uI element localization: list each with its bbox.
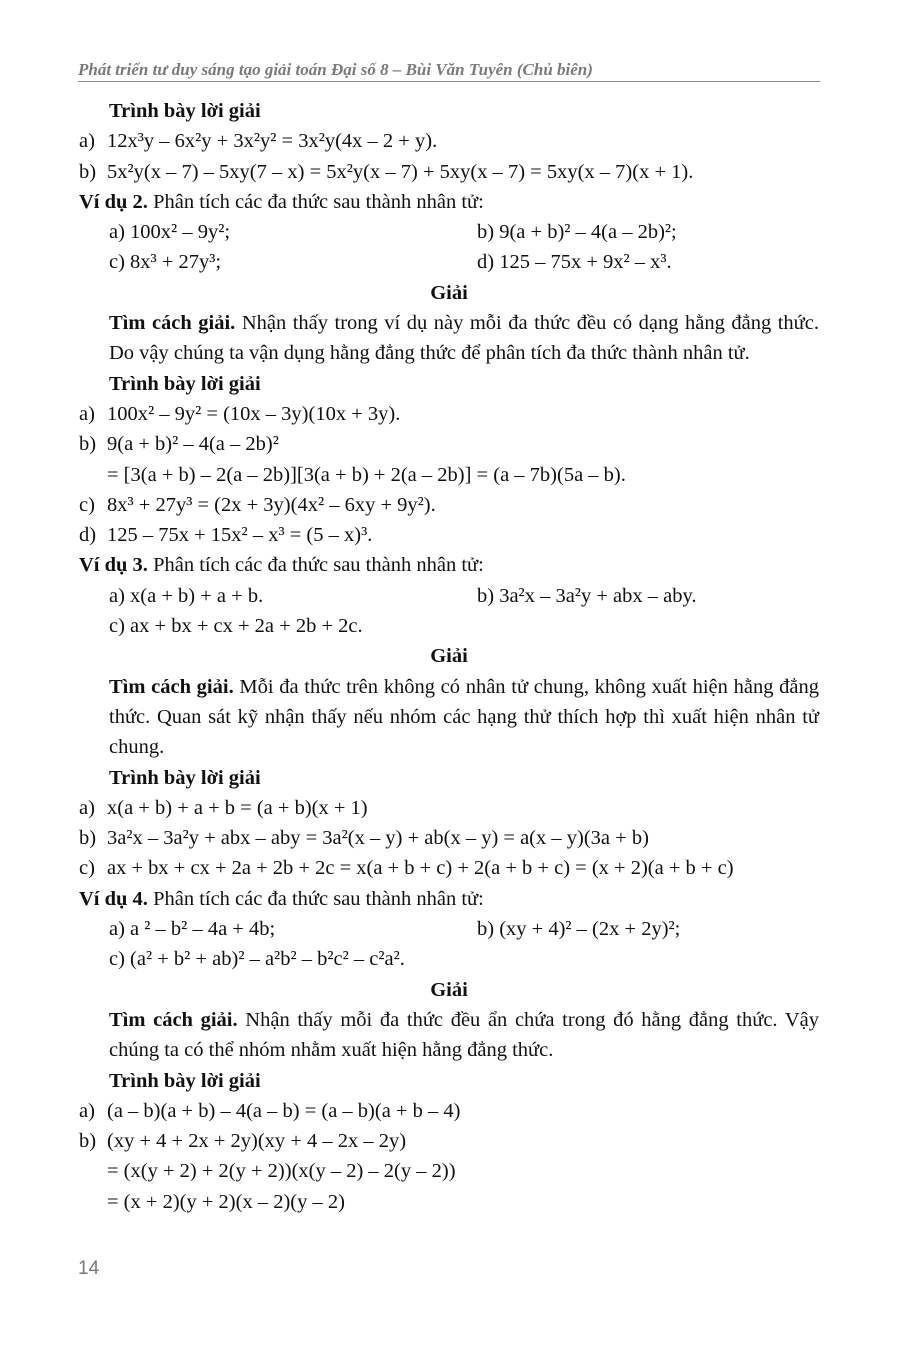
approach-label: Tìm cách giải. xyxy=(109,312,236,335)
line-text: (a – b)(a + b) – 4(a – b) = (a – b)(a + b – 4) xyxy=(107,1099,461,1122)
approach-paragraph xyxy=(79,308,819,369)
approach-text: Nhận thấy mỗi đa thức đều ẩn chứa trong đó hằng đẳng thức. Vậy chúng ta có thể nhóm nhằm xuất hiện hằng đẳng thức. xyxy=(109,1008,820,1062)
approach-text: Nhận thấy trong ví dụ này mỗi đa thức đều có dạng hằng đẳng thức. Do vậy chúng ta vận dụng hằng đẳng thức để phân tích đa thức thành nhân tử. xyxy=(109,312,819,365)
solution-heading: Giải xyxy=(430,281,468,304)
line-text: = (x + 2)(y + 2)(x – 2)(y – 2) xyxy=(107,1190,345,1213)
line-text: ax + bx + cx + 2a + 2b + 2c = x(a + b + c) + 2(a + b + c) = (x + 2)(a + b + c) xyxy=(107,857,734,880)
solution-line-b xyxy=(79,823,819,853)
solution-line-a xyxy=(79,126,819,156)
page-number: 14 xyxy=(78,1258,100,1279)
problem-row xyxy=(79,247,819,277)
solution-line-b-cont xyxy=(79,460,819,490)
problem-row xyxy=(79,217,819,247)
problem-c: c) (a² + b² + ab)² – a²b² – b²c² – c²a². xyxy=(109,948,405,971)
solution-heading: Giải xyxy=(430,645,468,668)
line-label: b) xyxy=(79,1130,97,1153)
line-label: b) xyxy=(79,827,97,850)
line-text: 100x² – 9y² = (10x – 3y)(10x + 3y). xyxy=(107,402,401,425)
problem-c: c) ax + bx + cx + 2a + 2b + 2c. xyxy=(109,615,363,638)
problem-b: b) 9(a + b)² – 4(a – 2b)²; xyxy=(477,221,677,244)
problem-a: a) 100x² – 9y²; xyxy=(109,221,231,244)
problem-a: a) x(a + b) + a + b. xyxy=(109,584,264,607)
line-label: a) xyxy=(79,402,95,425)
page-content xyxy=(79,96,819,1217)
line-text: 125 – 75x + 15x² – x³ = (5 – x)³. xyxy=(107,524,373,547)
solution-line-a xyxy=(79,793,819,823)
line-label: c) xyxy=(79,857,95,880)
solution-heading: Giải xyxy=(430,978,468,1001)
problem-row xyxy=(79,611,819,641)
line-text: = [3(a + b) – 2(a – 2b)][3(a + b) + 2(a – 2b)] = (a – 7b)(5a – b). xyxy=(107,463,626,486)
line-label: c) xyxy=(79,493,95,516)
solution-line-b-cont xyxy=(79,1156,819,1186)
line-label: a) xyxy=(79,130,95,153)
solution-line-b xyxy=(79,157,819,187)
approach-label: Tìm cách giải. xyxy=(109,675,234,698)
problem-row xyxy=(79,914,819,944)
problem-d: d) 125 – 75x + 9x² – x³. xyxy=(477,251,672,274)
header-divider xyxy=(78,81,820,82)
solution-line-b xyxy=(79,429,819,459)
present-solution-heading: Trình bày lời giải xyxy=(109,372,261,395)
example-3-title xyxy=(79,550,819,580)
present-solution-heading: Trình bày lời giải xyxy=(109,100,261,122)
problem-b: b) 3a²x – 3a²y + abx – aby. xyxy=(477,584,697,607)
example-label: Ví dụ 3. xyxy=(79,554,148,577)
present-solution-heading: Trình bày lời giải xyxy=(109,766,261,789)
solution-line-c xyxy=(79,853,819,883)
problem-a: a) a ² – b² – 4a + 4b; xyxy=(109,918,276,941)
line-text: 12x³y – 6x²y + 3x²y² = 3x²y(4x – 2 + y). xyxy=(107,130,438,153)
line-label: b) xyxy=(79,433,97,456)
solution-line-b xyxy=(79,1126,819,1156)
example-prompt: Phân tích các đa thức sau thành nhân tử: xyxy=(147,190,484,213)
line-text: 8x³ + 27y³ = (2x + 3y)(4x² – 6xy + 9y²). xyxy=(107,493,436,516)
problem-row xyxy=(79,581,819,611)
line-label: a) xyxy=(79,1099,95,1122)
solution-line-c xyxy=(79,490,819,520)
approach-text: Mỗi đa thức trên không có nhân tử chung, không xuất hiện hằng đẳng thức. Quan sát kỹ nhận thấy nếu nhóm các hạng thử thích hợp thì xuất hiện nhân tử chung. xyxy=(109,675,819,759)
problem-c: c) 8x³ + 27y³; xyxy=(109,251,222,274)
example-4-title xyxy=(79,884,819,914)
example-label: Ví dụ 4. xyxy=(79,887,148,910)
solution-line-b-cont xyxy=(79,1187,819,1217)
problem-row xyxy=(79,944,819,974)
example-2-title xyxy=(79,187,819,217)
line-text: 9(a + b)² – 4(a – 2b)² xyxy=(107,433,279,456)
line-text: = (x(y + 2) + 2(y + 2))(x(y – 2) – 2(y – 2)) xyxy=(107,1160,456,1183)
solution-line-a xyxy=(79,399,819,429)
solution-line-a xyxy=(79,1096,819,1126)
approach-label: Tìm cách giải. xyxy=(109,1008,238,1031)
line-label: b) xyxy=(79,160,97,183)
approach-paragraph xyxy=(79,672,819,763)
line-label: d) xyxy=(79,524,97,547)
line-text: 3a²x – 3a²y + abx – aby = 3a²(x – y) + ab(x – y) = a(x – y)(3a + b) xyxy=(107,827,649,850)
example-prompt: Phân tích các đa thức sau thành nhân tử: xyxy=(147,554,484,577)
line-text: 5x²y(x – 7) – 5xy(7 – x) = 5x²y(x – 7) + 5xy(x – 7) = 5xy(x – 7)(x + 1). xyxy=(107,160,694,183)
example-label: Ví dụ 2. xyxy=(79,190,148,213)
running-header: Phát triển tư duy sáng tạo giải toán Đại số 8 – Bùi Văn Tuyên (Chủ biên) xyxy=(78,60,593,79)
solution-line-d xyxy=(79,520,819,550)
example-prompt: Phân tích các đa thức sau thành nhân tử: xyxy=(147,887,484,910)
line-label: a) xyxy=(79,796,95,819)
line-text: (xy + 4 + 2x + 2y)(xy + 4 – 2x – 2y) xyxy=(107,1130,407,1153)
approach-paragraph xyxy=(79,1005,819,1066)
present-solution-heading: Trình bày lời giải xyxy=(109,1069,261,1092)
problem-b: b) (xy + 4)² – (2x + 2y)²; xyxy=(477,918,681,941)
line-text: x(a + b) + a + b = (a + b)(x + 1) xyxy=(107,796,368,819)
